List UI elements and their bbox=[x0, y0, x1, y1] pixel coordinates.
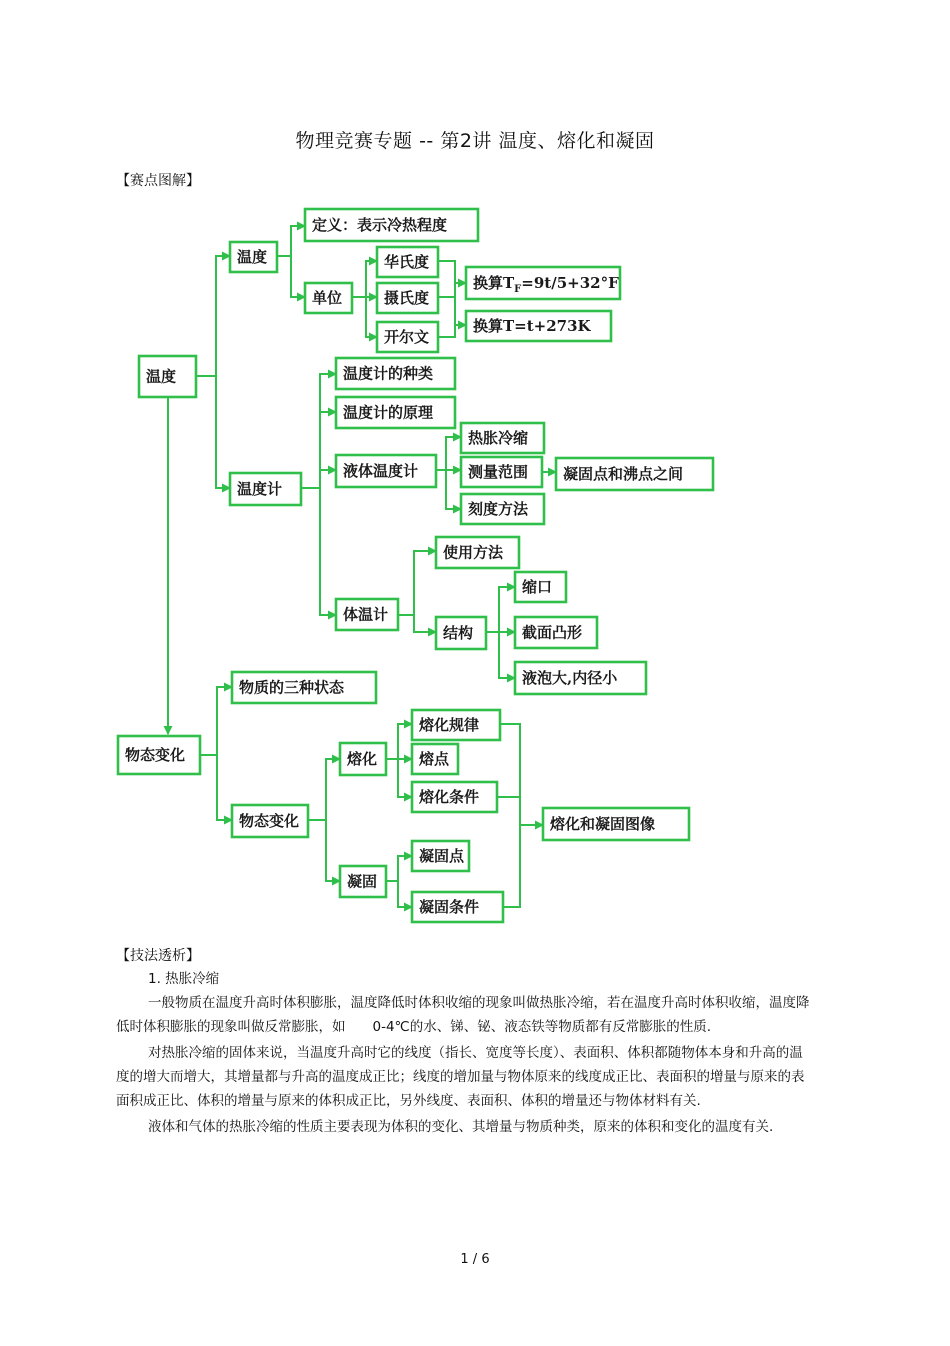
edge-merge-line bbox=[500, 724, 520, 907]
diagram-node-label: 华氏度 bbox=[384, 253, 430, 271]
diagram-node-tuxiang bbox=[543, 808, 689, 840]
edge-danwei-kaierwen bbox=[366, 297, 377, 337]
diagram-node-dingyi bbox=[305, 209, 478, 241]
diagram-node-kedu bbox=[461, 494, 544, 524]
diagram-node-celiang bbox=[461, 457, 542, 487]
diagram-node-label: 温度计 bbox=[237, 480, 283, 498]
diagram-node-label: 物质的三种状态 bbox=[239, 678, 345, 697]
diagram-heading: 【赛点图解】 bbox=[116, 173, 200, 189]
diagram-node-label: 体温计 bbox=[343, 605, 389, 624]
paragraph-1: 一般物质在温度升高时体积膨胀，温度降低时体积收缩的现象叫做热胀冷缩，若在温度升高时体积收缩，温度降低时体积膨胀的现象叫做反常膨胀，如 0-4℃的水、锑、铋、液态铁等物质都有反常膨胀的性质. bbox=[116, 995, 810, 1035]
paragraph-3: 液体和气体的热胀冷缩的性质主要表现为体积的变化、其增量与物质种类，原来的体积和变化的温度有关. bbox=[148, 1119, 774, 1135]
diagram-node-zhonglei bbox=[336, 358, 455, 389]
diagram-node-shiyong bbox=[436, 537, 519, 568]
diagram-node-label: 使用方法 bbox=[443, 543, 504, 562]
diagram-node-sheshi bbox=[377, 283, 438, 313]
diagram-node-label: 凝固条件 bbox=[419, 898, 480, 916]
diagram-node-label: 热胀冷缩 bbox=[468, 429, 529, 447]
edge-jiegou-suokou bbox=[486, 587, 515, 632]
item-heading: 1. 热胀冷缩 bbox=[148, 971, 220, 987]
diagram-node-label: 温度计的原理 bbox=[343, 403, 434, 422]
edge-wenduji-tiwenji bbox=[320, 488, 336, 615]
diagram-node-rh-tiaojian bbox=[412, 782, 497, 812]
diagram-node-label: 熔化条件 bbox=[419, 788, 480, 806]
diagram-node-wendu-root bbox=[139, 356, 196, 397]
edge-danwei-huashi bbox=[352, 261, 377, 297]
edge-wutai-sanzhong bbox=[200, 687, 232, 755]
diagram-node-label: 温度计的种类 bbox=[343, 364, 434, 383]
diagram-node-label: 熔化和凝固图像 bbox=[550, 815, 656, 833]
diagram-node-label: 液体温度计 bbox=[343, 462, 419, 480]
diagram-node-sanzhong bbox=[232, 672, 376, 703]
diagram-node-huansuan-k bbox=[466, 311, 611, 341]
diagram-node-label: 换算T=t+273K bbox=[473, 317, 591, 335]
edge-wutai-ronghua bbox=[308, 759, 340, 820]
diagram-node-label: 定义：表示冷热程度 bbox=[312, 216, 448, 234]
diagram-node-label: 单位 bbox=[312, 289, 343, 307]
edge-huashi-sheshi-merge bbox=[438, 261, 455, 297]
edge-wendu-danwei bbox=[291, 256, 305, 297]
diagram-node-suokou bbox=[515, 572, 566, 602]
edge-tiwenji-shiyong bbox=[398, 551, 436, 615]
diagram-node-wutai bbox=[232, 805, 308, 837]
diagram-node-ningu bbox=[340, 866, 386, 897]
diagram-node-label: 熔化规律 bbox=[419, 716, 480, 734]
diagram-node-label: 熔点 bbox=[419, 750, 450, 768]
diagram-node-guilv bbox=[412, 710, 500, 740]
diagram-node-ningudian bbox=[412, 841, 469, 871]
diagram-node-label: 熔化 bbox=[347, 750, 378, 768]
page-title: 物理竞赛专题 -- 第2讲 温度、熔化和凝固 bbox=[295, 130, 655, 152]
diagram-node-label: 测量范围 bbox=[468, 463, 529, 481]
diagram-node-ningudian-feidian bbox=[556, 458, 713, 490]
page-number: 1 / 6 bbox=[460, 1252, 490, 1267]
edge-root-wenduji bbox=[216, 376, 230, 488]
diagram-node-label: 刻度方法 bbox=[468, 500, 529, 518]
diagram-node-rezhang bbox=[461, 423, 544, 453]
diagram-node-label: 开尔文 bbox=[384, 328, 430, 346]
edge-ningu-tiaojian bbox=[398, 881, 412, 907]
diagram-node-danwei bbox=[305, 283, 352, 313]
edge-jiegou-yepao bbox=[499, 632, 515, 678]
diagram-node-label: 结构 bbox=[443, 624, 474, 642]
paragraph-2: 对热胀冷缩的固体来说，当温度升高时它的线度（指长、宽度等长度）、表面积、体积都随物体本身和升高的温度的增大而增大，其增量都与升高的温度成正比；线度的增加量与物体原来的线度成正比、表面积的增量与原来的表面积成正比、体积的增量与原来的体积成正比，另外线度、表面积、体积的增量还与物体材料有关. bbox=[116, 1045, 805, 1109]
diagram-node-ng-tiaojian bbox=[412, 892, 503, 922]
edge-wutai-ningu bbox=[326, 820, 340, 881]
diagram-node-label: 物态变化 bbox=[239, 812, 300, 830]
technique-heading: 【技法透析】 bbox=[116, 948, 200, 964]
edge-wutai-wutai bbox=[217, 755, 232, 820]
diagram-node-yuanli bbox=[336, 397, 455, 428]
diagram-node-huansuan-f bbox=[466, 267, 620, 299]
edge-ningu-ningudian bbox=[386, 856, 412, 881]
edge-ronghua-tiaojian bbox=[398, 759, 412, 797]
diagram-node-kaierwen bbox=[377, 322, 438, 352]
edge-wendu-dingyi bbox=[277, 226, 305, 256]
diagram-node-label: 液泡大,内径小 bbox=[522, 669, 618, 687]
diagram-node-jiemian bbox=[515, 617, 597, 648]
edge-kaierwen-merge bbox=[438, 297, 455, 337]
diagram-node-ronghua bbox=[340, 743, 386, 775]
diagram-node-label: 物态变化 bbox=[125, 746, 186, 764]
diagram-node-label: 凝固点和沸点之间 bbox=[563, 465, 684, 483]
diagram-node-label: 温度 bbox=[146, 367, 177, 386]
diagram-node-wutai-root bbox=[118, 736, 200, 774]
diagram-node-label: 凝固点 bbox=[419, 847, 465, 865]
diagram-node-yeti bbox=[336, 455, 436, 487]
diagram-node-rongdian bbox=[412, 744, 458, 774]
edge-yeti-rezhang bbox=[436, 437, 461, 470]
edge-yeti-kedu bbox=[446, 470, 461, 509]
diagram-node-wendu bbox=[230, 242, 277, 272]
diagram-node-label: 温度 bbox=[237, 248, 268, 266]
diagram-node-label: 换算$T_F=9t/5+32^\circ F$ bbox=[473, 274, 619, 295]
diagram-node-wenduji bbox=[230, 473, 301, 505]
diagram-node-huashi bbox=[377, 247, 438, 277]
article-body bbox=[116, 967, 816, 1139]
diagram-node-label: 摄氏度 bbox=[384, 289, 430, 307]
edge-ronghua-guilv bbox=[386, 724, 412, 759]
diagram-node-label: 缩口 bbox=[522, 578, 553, 596]
diagram-node-yepao bbox=[515, 662, 646, 694]
diagram-node-label: 凝固 bbox=[347, 872, 378, 891]
edge-root-wendu bbox=[196, 256, 230, 376]
diagram-node-label: 截面凸形 bbox=[522, 623, 583, 642]
edge-tiwenji-jiegou bbox=[414, 615, 436, 632]
diagram-node-jiegou bbox=[436, 617, 486, 649]
diagram-node-tiwenji bbox=[336, 599, 398, 630]
